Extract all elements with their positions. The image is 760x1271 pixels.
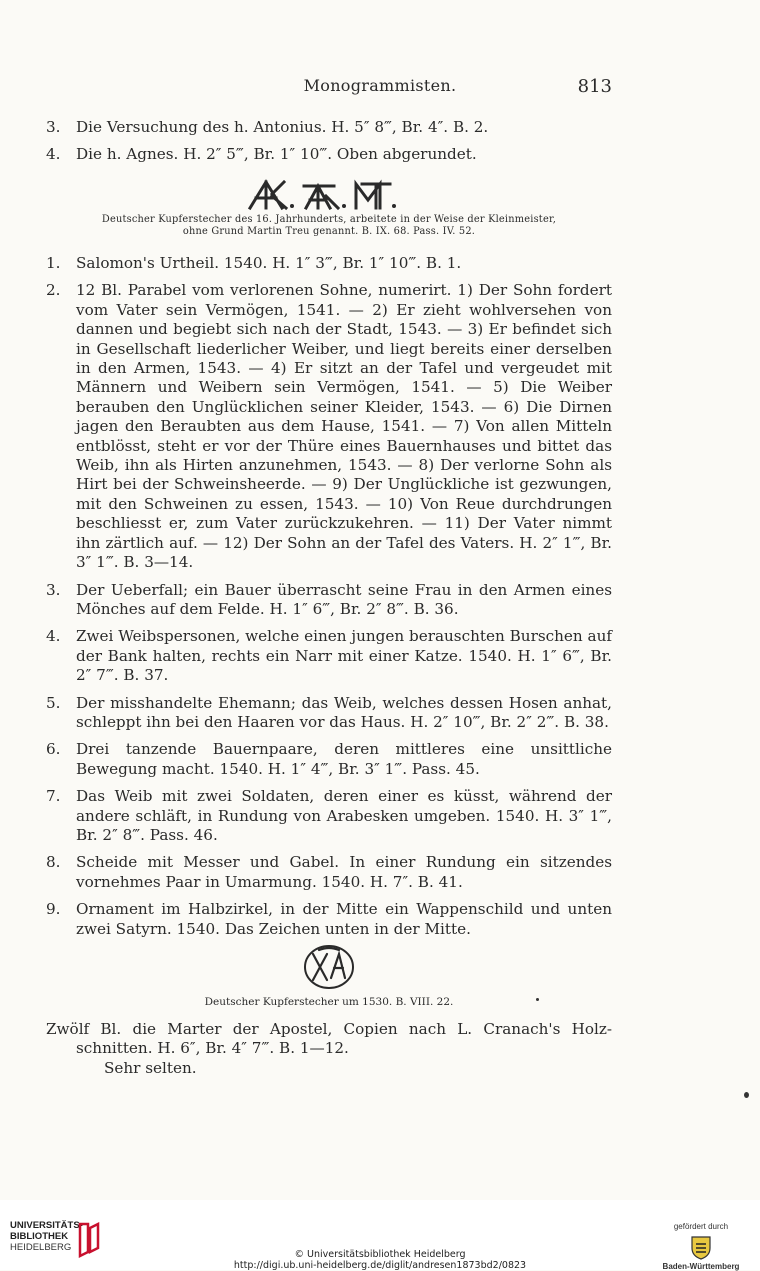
entry-number: 2.: [46, 281, 61, 300]
entry-4-top: [46, 145, 612, 164]
library-name-line3: HEIDELBERG: [10, 1242, 72, 1253]
sponsor-block[interactable]: [656, 1222, 746, 1271]
entry-number: 8.: [46, 853, 61, 872]
sponsor-label: gefördert durch: [673, 1222, 729, 1231]
entry-2: [46, 281, 612, 572]
entry-text: Der misshandelte Ehemann; das Weib, welches dessen Hosen anhat, schleppt ihn bei den Haaren vor das Haus. H. 2″ 10‴, Br. 2″ 2‴. B. 38.: [76, 693, 612, 731]
entry-9: [46, 900, 612, 939]
monogram-caption: Deutscher Kupferstecher um 1530. B. VIII. 22.: [204, 996, 454, 1008]
entry-text: Die h. Agnes. H. 2″ 5‴, Br. 1″ 10‴. Oben abgerundet.: [76, 145, 477, 164]
page-number: 813: [577, 76, 612, 97]
entry-8: [46, 853, 612, 892]
closing-entry: [46, 1020, 612, 1078]
closing-line-3: Sehr selten.: [104, 1058, 197, 1077]
page-title: Monogrammisten.: [303, 76, 457, 95]
entry-3-top: [46, 118, 612, 137]
copyright-text: © Universitätsbibliothek Heidelberg: [294, 1249, 466, 1260]
entry-number: 4.: [46, 627, 61, 646]
monogram-block-b: [46, 942, 612, 1008]
entries-top: [46, 118, 612, 173]
library-name-line2: BIBLIOTHEK: [10, 1231, 69, 1242]
entries-main: [46, 254, 612, 947]
entry-6: [46, 740, 612, 779]
running-head: [0, 76, 760, 100]
entry-number: 7.: [46, 787, 61, 806]
entry-text: Scheide mit Messer und Gabel. In einer Rundung ein sitzendes vornehmes Paar in Umarmung. 1540. H. 7″. B. 41.: [76, 853, 612, 891]
entry-3: [46, 581, 612, 620]
footer-bar: [0, 1200, 760, 1270]
entry-text: Drei tanzende Bauernpaare, deren mittleres eine unsittliche Bewegung macht. 1540. H. 1″ 4‴, Br. 3″ 1‴. Pass. 45.: [76, 740, 612, 778]
state-coat-of-arms-icon: [689, 1234, 713, 1260]
entry-1: [46, 254, 612, 273]
monogram-glyphs-image: [244, 178, 414, 212]
copyright-block: [0, 1249, 760, 1271]
entry-number: 9.: [46, 900, 61, 919]
entry-text: Ornament im Halbzirkel, in der Mitte ein Wappenschild und unten zwei Satyrn. 1540. Das Zeichen unten in der Mitte.: [76, 900, 612, 938]
closing-line-2: schnitten. H. 6″, Br. 4″ 7‴. B. 1—12.: [76, 1039, 349, 1058]
monogram-caption-line1: Deutscher Kupferstecher des 16. Jahrhunderts, arbeitete in der Weise der Kleinmeister,: [101, 214, 557, 225]
entry-number: 3.: [46, 118, 61, 136]
entry-number: 5.: [46, 693, 61, 712]
entry-number: 3.: [46, 580, 61, 599]
entry-number: 4.: [46, 145, 61, 164]
source-url-link[interactable]: http://digi.ub.uni-heidelberg.de/diglit/andresen1873bd2/0823: [233, 1260, 527, 1271]
entry-text: Die Versuchung des h. Antonius. H. 5″ 8‴, Br. 4″. B. 2.: [76, 118, 489, 136]
entry-4: [46, 627, 612, 685]
closing-line-1: Zwölf Bl. die Marter der Apostel, Copien nach L. Cranach's Holz-: [46, 1020, 612, 1038]
monogram-caption-line2: ohne Grund Martin Treu genannt. B. IX. 68. Pass. IV. 52.: [182, 225, 476, 237]
entry-5: [46, 694, 612, 733]
entry-text: Das Weib mit zwei Soldaten, deren einer es küsst, während der andere schläft, in Rundung von Arabesken umgeben. 1540. H. 3″ 1‴, Br. 2″ 8‴. Pass. 46.: [76, 787, 612, 844]
monogram-circle-image: [297, 942, 361, 992]
entry-number: 1.: [46, 254, 61, 272]
sponsor-name: Baden-Württemberg: [662, 1262, 740, 1271]
entry-text: 12 Bl. Parabel vom verlorenen Sohne, numerirt. 1) Der Sohn fordert vom Vater sein Vermögen, 1541. — 2) Er zieht wohlversehen von dannen und begiebt sich nach der Stadt, 1543. — 3) Er befindet sich in Gesellschaft liederlicher Weiber, und liegt bereits einer derselben in den Armen, 1543. — 4) Er sitzt an der Tafel und vergeudet mit Männern und Weibern sein Vermögen, 1541. — 5) Die Weiber berauben den Unglücklichen seiner Kleider, 1543. — 6) Die Dirnen jagen den Beraubten aus dem Hause, 1541. — 7) Von allen Mitteln entblösst, steht er vor der Thüre eines Bauernhauses und bittet das Weib, ihn als Hirten anzunehmen, 1543. — 8) Der verlorne Sohn als Hirt bei der Schweinsheerde. — 9) Der Unglückliche ist gezwungen, mit den Schweinen zu essen, 1543. — 10) Von Reue durchdrungen beschliesst er, zum Vater zurückzukehren. — 11) Der Vater nimmt ihn zärtlich auf. — 12) Der Sohn an der Tafel des Vaters. H. 2″ 1‴, Br. 3″ 1‴. B. 3—14.: [76, 281, 612, 572]
entry-text: Der Ueberfall; ein Bauer überrascht seine Frau in den Armen eines Mönches auf dem Felde. H. 1″ 6‴, Br. 2″ 8‴. B. 36.: [76, 580, 612, 618]
monogram-block-a: [46, 178, 612, 237]
entry-number: 6.: [46, 740, 61, 759]
scan-speck: [744, 1092, 749, 1098]
entry-text: Zwei Weibspersonen, welche einen jungen berauschten Burschen auf der Bank halten, rechts ein Narr mit einer Katze. 1540. H. 1″ 6‴, Br. 2″ 7‴. B. 37.: [76, 627, 612, 685]
scan-speck: [536, 998, 539, 1001]
library-name-line1: UNIVERSITÄTS-: [10, 1220, 83, 1231]
entry-7: [46, 787, 612, 845]
entry-text: Salomon's Urtheil. 1540. H. 1″ 3‴, Br. 1″ 10‴. B. 1.: [76, 254, 462, 272]
